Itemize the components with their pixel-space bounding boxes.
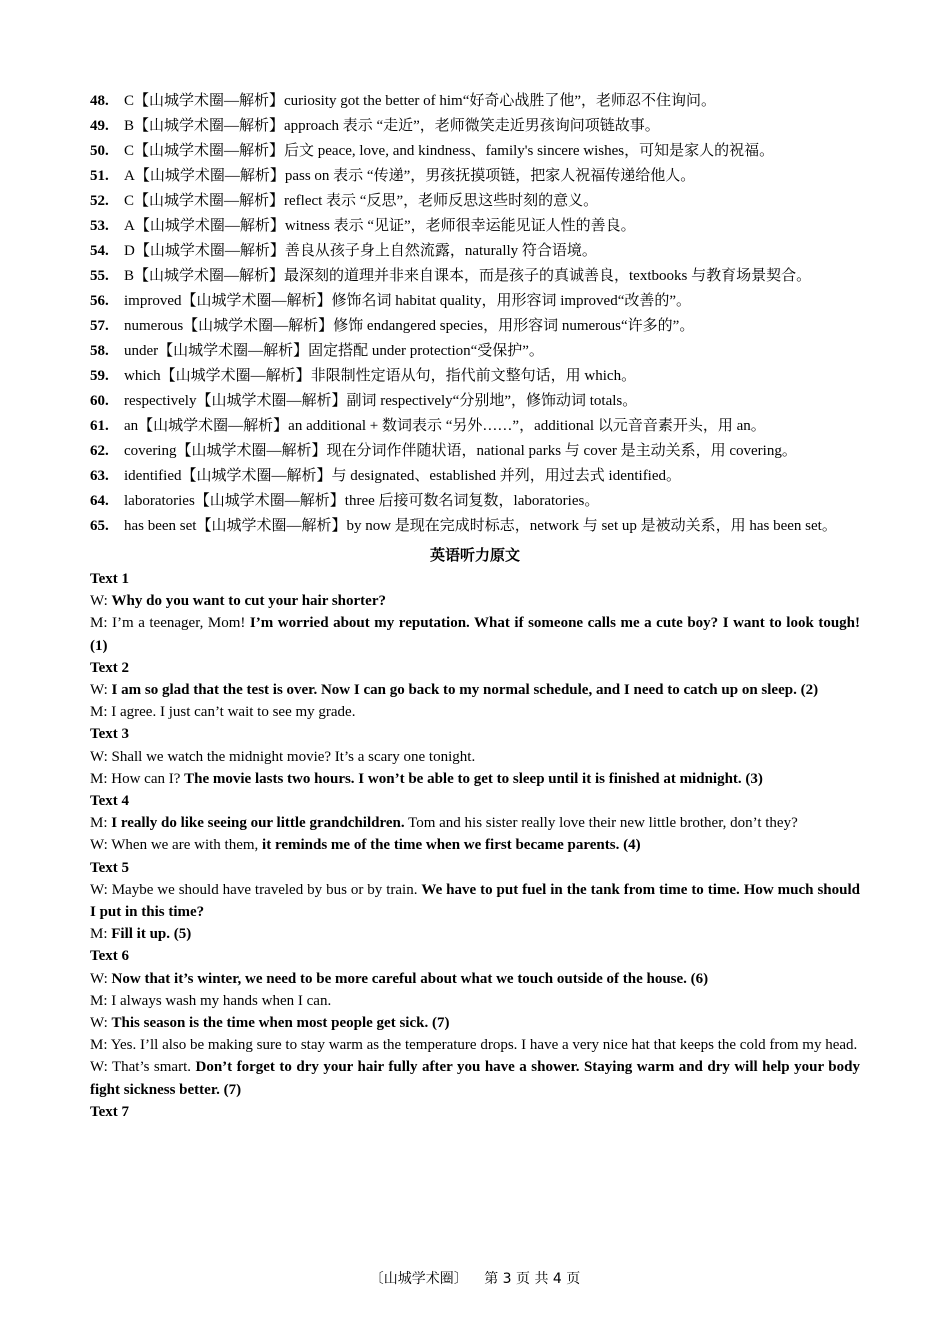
answer-explanation: A【山城学术圈—解析】witness 表示 “见证”，老师很幸运能见证人性的善良。: [124, 218, 636, 234]
dialogue-line: [90, 768, 860, 790]
answer-item: [90, 339, 860, 364]
dialogue-segment: W:: [90, 682, 112, 699]
key-sentence: I am so glad that the test is over. Now I can go back to my normal schedule, and I need to catch up on sleep. (2): [111, 682, 819, 699]
answer-explanation: respectively【山城学术圈—解析】副词 respectively“分别地”，修饰动词 totals。: [124, 393, 638, 409]
transcript-text-heading: Text 2: [90, 659, 130, 676]
section-title: 英语听力原文: [429, 546, 520, 564]
dialogue-segment: M:: [90, 815, 112, 832]
dialogue-line: [90, 990, 860, 1012]
dialogue-segment: M:: [90, 926, 112, 943]
transcript-text-heading: Text 6: [90, 948, 130, 965]
answer-explanation: improved【山城学术圈—解析】修饰名词 habitat quality，用形容词 improved“改善的”。: [124, 293, 692, 309]
dialogue-line: [90, 590, 860, 612]
dialogue-segment: M: How can I?: [90, 770, 185, 787]
dialogue-line: [90, 812, 860, 834]
dialogue-segment: W: Shall we watch the midnight movie? It’s a scary one tonight.: [90, 748, 476, 765]
key-sentence: I’m worried about my reputation. What if someone calls me a cute boy? I want to look tough! (1): [90, 615, 860, 654]
transcript-text-heading: Text 1: [90, 571, 130, 587]
answer-number: 64.: [90, 493, 109, 509]
answer-explanation: has been set【山城学术圈—解析】by now 是现在完成时标志，network 与 set up 是被动关系，用 has been set。: [124, 518, 837, 534]
answer-item: [90, 164, 860, 189]
answer-number: 58.: [90, 343, 109, 359]
answer-explanation: A【山城学术圈—解析】pass on 表示 “传递”，男孩抚摸项链，把家人祝福传递给他人。: [124, 168, 696, 184]
transcript-text-heading: Text 7: [90, 1103, 130, 1120]
dialogue-segment: M: I agree. I just can’t wait to see my grade.: [90, 704, 356, 721]
dialogue-line: [90, 612, 860, 656]
footer-page-number: 第 3 页 共 4 页: [484, 1271, 581, 1287]
key-sentence: Don’t forget to dry your hair fully after you have a shower. Staying warm and dry will help your body fight sickness better. (7): [90, 1059, 860, 1098]
dialogue-line: [90, 1034, 860, 1056]
answer-number: 50.: [90, 143, 109, 159]
answer-item: [90, 489, 860, 514]
dialogue-segment: W:: [90, 970, 112, 987]
answer-item: [90, 364, 860, 389]
dialogue-line: [90, 746, 860, 768]
footer-brand: 〔山城学术圈〕: [369, 1271, 468, 1287]
answer-item: [90, 189, 860, 214]
dialogue-line: [90, 679, 860, 701]
dialogue-segment: M: Yes. I’ll also be making sure to stay warm as the temperature drops. I have a very nice hat that keeps the cold from my head.: [90, 1037, 858, 1054]
dialogue-segment: W: When we are with them,: [90, 837, 263, 854]
answer-number: 56.: [90, 293, 109, 309]
dialogue-line: [90, 834, 860, 856]
answer-item: [90, 414, 860, 439]
answer-number: 52.: [90, 193, 109, 209]
dialogue-segment: Tom and his sister really love their new little brother, don’t they?: [404, 815, 798, 832]
key-sentence: This season is the time when most people get sick. (7): [111, 1015, 450, 1032]
answer-number: 48.: [90, 93, 109, 109]
answer-number: 59.: [90, 368, 109, 384]
answer-explanation: identified【山城学术圈—解析】与 designated、established 并列，用过去式 identified。: [124, 468, 682, 484]
answer-item: [90, 139, 860, 164]
answer-item: [90, 214, 860, 239]
answer-explanation: covering【山城学术圈—解析】现在分词作伴随状语，national parks 与 cover 是主动关系，用 covering。: [124, 443, 797, 459]
answer-item: [90, 314, 860, 339]
answer-explanation: C【山城学术圈—解析】reflect 表示 “反思”，老师反思这些时刻的意义。: [124, 193, 599, 209]
answer-number: 49.: [90, 118, 109, 134]
transcript-text-heading: Text 5: [90, 859, 130, 876]
answer-explanation: an【山城学术圈—解析】an additional + 数词表示 “另外……”，additional 以元音音素开头，用 an。: [124, 418, 766, 434]
answer-explanation: under【山城学术圈—解析】固定搭配 under protection“受保护”。: [124, 343, 544, 359]
answer-explanation: B【山城学术圈—解析】approach 表示 “走近”，老师微笑走近男孩询问项链故事。: [124, 118, 660, 134]
answer-item: [90, 264, 860, 289]
answer-item: [90, 289, 860, 314]
dialogue-line: [90, 1056, 860, 1100]
answer-explanation: B【山城学术圈—解析】最深刻的道理并非来自课本，而是孩子的真诚善良，textbooks 与教育场景契合。: [124, 268, 812, 284]
dialogue-line: [90, 1012, 860, 1034]
key-sentence: I really do like seeing our little grandchildren.: [111, 815, 405, 832]
answer-item: [90, 439, 860, 464]
answer-number: 61.: [90, 418, 109, 434]
key-sentence: Fill it up. (5): [111, 926, 192, 943]
transcript-text-heading: Text 4: [90, 793, 130, 810]
answer-item: [90, 114, 860, 139]
listening-transcript: [90, 568, 860, 1123]
answer-key-list: [90, 89, 860, 539]
answer-explanation: D【山城学术圈—解析】善良从孩子身上自然流露，naturally 符合语境。: [124, 243, 597, 259]
transcript-text-heading: Text 3: [90, 726, 130, 743]
key-sentence: We have to put fuel in the tank from time to time. How much should I put in this time?: [90, 881, 860, 921]
answer-explanation: numerous【山城学术圈—解析】修饰 endangered species，用形容词 numerous“许多的”。: [124, 318, 695, 334]
answer-number: 63.: [90, 468, 109, 484]
answer-number: 54.: [90, 243, 109, 259]
answer-number: 51.: [90, 168, 109, 184]
dialogue-line: [90, 968, 860, 990]
dialogue-line: [90, 701, 860, 723]
answer-number: 60.: [90, 393, 109, 409]
key-sentence: The movie lasts two hours. I won’t be able to get to sleep until it is finished at midnight. (3): [184, 770, 763, 787]
answer-explanation: which【山城学术圈—解析】非限制性定语从句，指代前文整句话，用 which。: [124, 368, 637, 384]
answer-number: 53.: [90, 218, 109, 234]
key-sentence: Why do you want to cut your hair shorter?: [111, 593, 386, 610]
answer-number: 57.: [90, 318, 109, 334]
answer-explanation: C【山城学术圈—解析】curiosity got the better of him“好奇心战胜了他”，老师忍不住询问。: [124, 93, 717, 109]
dialogue-segment: W: That’s smart.: [90, 1059, 196, 1076]
answer-item: [90, 89, 860, 114]
key-sentence: it reminds me of the time when we first became parents. (4): [262, 837, 641, 854]
page-footer: [0, 1268, 950, 1288]
answer-number: 55.: [90, 268, 109, 284]
answer-item: [90, 514, 860, 539]
dialogue-line: [90, 923, 860, 945]
answer-number: 62.: [90, 443, 109, 459]
dialogue-segment: W:: [90, 1015, 112, 1032]
dialogue-segment: M: I’m a teenager, Mom!: [90, 615, 250, 632]
dialogue-segment: W:: [90, 593, 112, 610]
dialogue-segment: M: I always wash my hands when I can.: [90, 992, 332, 1009]
answer-explanation: laboratories【山城学术圈—解析】three 后接可数名词复数，laboratories。: [124, 493, 600, 509]
answer-explanation: C【山城学术圈—解析】后文 peace, love, and kindness、family's sincere wishes，可知是家人的祝福。: [124, 143, 775, 159]
answer-item: [90, 389, 860, 414]
answer-item: [90, 239, 860, 264]
dialogue-line: [90, 879, 860, 923]
answer-number: 65.: [90, 518, 109, 534]
key-sentence: Now that it’s winter, we need to be more careful about what we touch outside of the house. (6): [111, 970, 709, 987]
dialogue-segment: W: Maybe we should have traveled by bus or by train.: [90, 881, 422, 898]
answer-item: [90, 464, 860, 489]
page-content: [90, 89, 860, 1123]
